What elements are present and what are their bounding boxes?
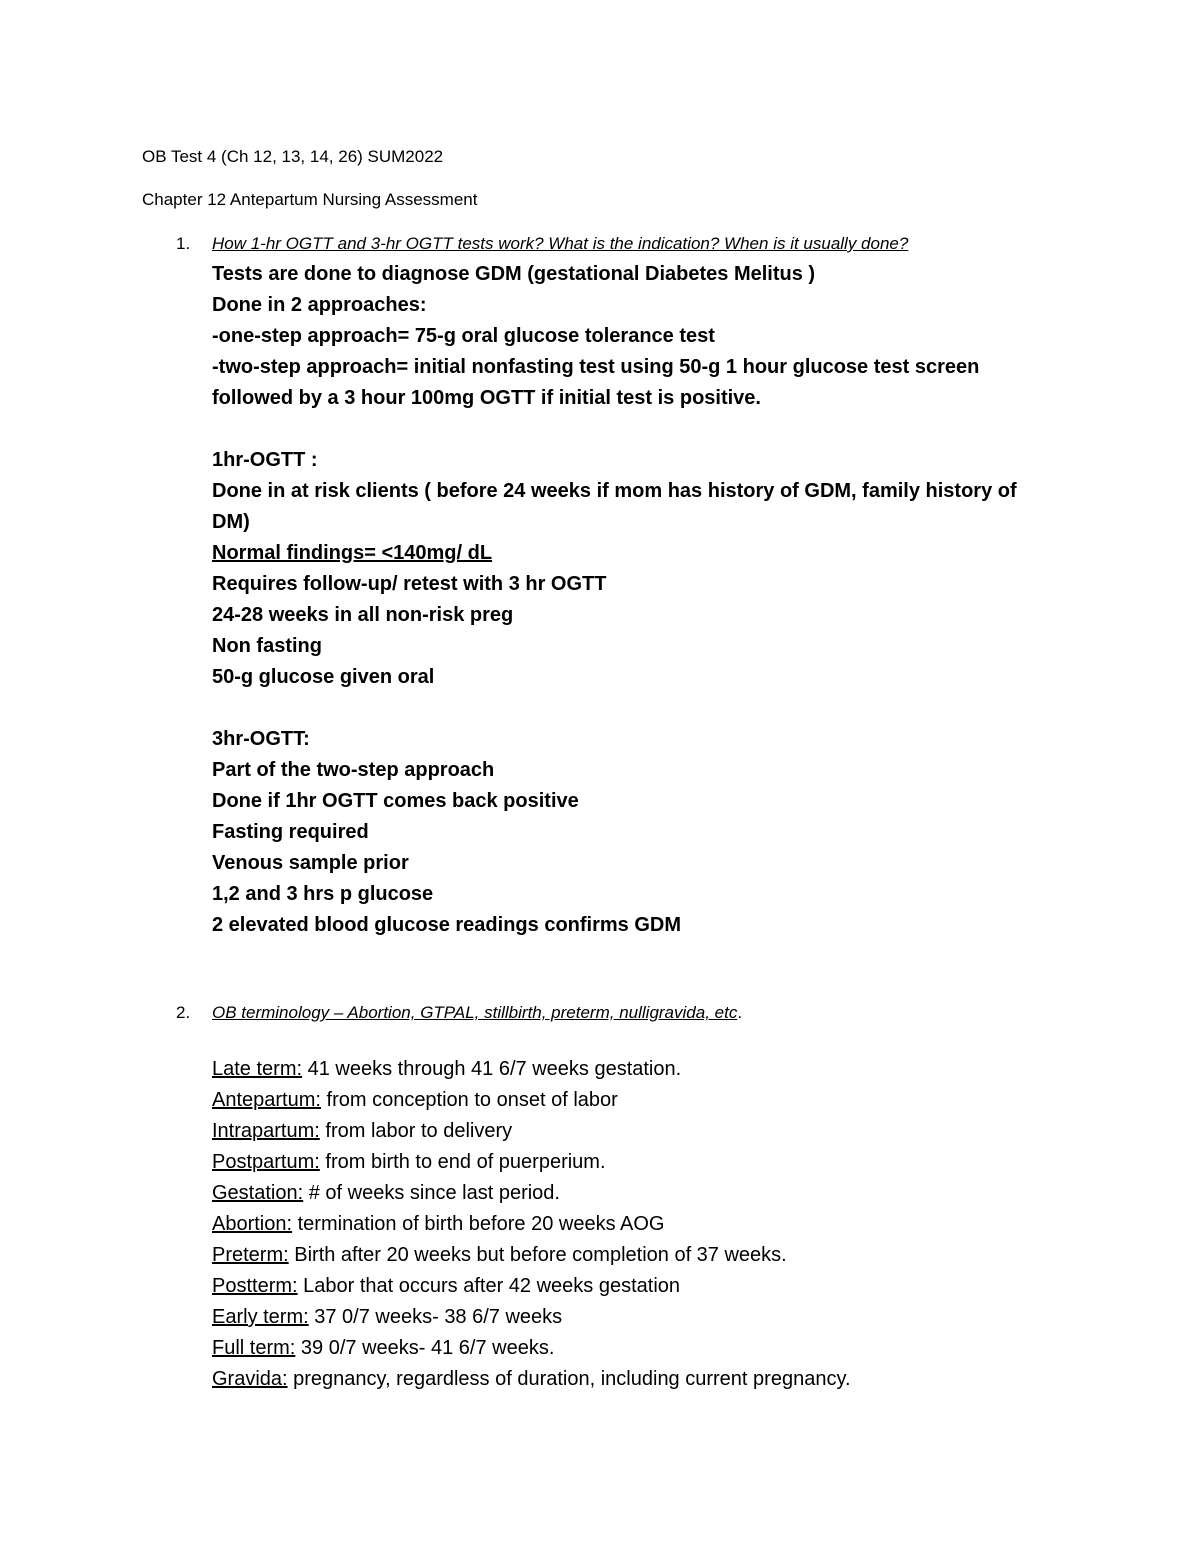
term-row bbox=[212, 1245, 787, 1265]
answer-line: Tests are done to diagnose GDM (gestational Diabetes Melitus ) bbox=[212, 263, 816, 285]
one-hr-ogtt-line: Done in at risk clients ( before 24 weeks if mom has history of GDM, family history of bbox=[212, 480, 1017, 502]
term-label: Late term: bbox=[212, 1058, 303, 1080]
term-row bbox=[212, 1214, 664, 1234]
term-row bbox=[212, 1307, 562, 1327]
chapter-heading: Chapter 12 Antepartum Nursing Assessment bbox=[142, 190, 478, 209]
answer-line: followed by a 3 hour 100mg OGTT if initial test is positive. bbox=[212, 387, 761, 409]
three-hr-ogtt-item: Part of the two-step approach bbox=[212, 759, 495, 781]
term-label: Full term: bbox=[212, 1337, 296, 1359]
term-definition: from labor to delivery bbox=[319, 1120, 513, 1142]
three-hr-ogtt-item: Done if 1hr OGTT comes back positive bbox=[212, 790, 579, 812]
term-label: Gestation: bbox=[212, 1182, 304, 1204]
term-row bbox=[212, 1152, 606, 1172]
one-hr-ogtt-item: 50-g glucose given oral bbox=[212, 666, 435, 688]
question-1-prompt: How 1-hr OGTT and 3-hr OGTT tests work? What is the indication? When is it usually done? bbox=[212, 234, 909, 253]
question-2-prompt-line bbox=[212, 1004, 742, 1021]
term-label: Gravida: bbox=[212, 1368, 288, 1390]
term-definition: from birth to end of puerperium. bbox=[319, 1151, 606, 1173]
one-hr-ogtt-item: 24-28 weeks in all non-risk preg bbox=[212, 604, 514, 626]
normal-findings: Normal findings= <140mg/ dL bbox=[212, 542, 493, 564]
term-row bbox=[212, 1276, 680, 1296]
term-label: Abortion: bbox=[212, 1213, 293, 1235]
answer-line: -two-step approach= initial nonfasting test using 50-g 1 hour glucose test screen bbox=[212, 356, 980, 378]
term-definition: 41 weeks through 41 6/7 weeks gestation. bbox=[302, 1058, 682, 1080]
term-label: Preterm: bbox=[212, 1244, 289, 1266]
three-hr-ogtt-item: 1,2 and 3 hrs p glucose bbox=[212, 883, 434, 905]
one-hr-ogtt-heading: 1hr-OGTT : bbox=[212, 449, 318, 471]
term-definition: 39 0/7 weeks- 41 6/7 weeks. bbox=[295, 1337, 555, 1359]
term-definition: 37 0/7 weeks- 38 6/7 weeks bbox=[308, 1306, 563, 1328]
document-title: OB Test 4 (Ch 12, 13, 14, 26) SUM2022 bbox=[142, 147, 444, 166]
three-hr-ogtt-item: Venous sample prior bbox=[212, 852, 409, 874]
term-definition: pregnancy, regardless of duration, including current pregnancy. bbox=[287, 1368, 851, 1390]
term-row bbox=[212, 1338, 554, 1358]
term-definition: # of weeks since last period. bbox=[303, 1182, 560, 1204]
term-row bbox=[212, 1183, 560, 1203]
term-definition: from conception to onset of labor bbox=[320, 1089, 618, 1111]
one-hr-ogtt-line: DM) bbox=[212, 511, 250, 533]
question-1-number: 1. bbox=[176, 234, 191, 253]
term-label: Intrapartum: bbox=[212, 1120, 320, 1142]
term-row bbox=[212, 1369, 851, 1389]
term-definition: Birth after 20 weeks but before completion of 37 weeks. bbox=[288, 1244, 787, 1266]
term-definition: Labor that occurs after 42 weeks gestation bbox=[297, 1275, 681, 1297]
term-row bbox=[212, 1059, 681, 1079]
three-hr-ogtt-item: 2 elevated blood glucose readings confirms GDM bbox=[212, 914, 681, 936]
question-2-prompt: OB terminology – Abortion, GTPAL, stillbirth, preterm, nulligravida, etc bbox=[212, 1003, 738, 1022]
question-2-prompt-end: . bbox=[737, 1003, 743, 1022]
three-hr-ogtt-item: Fasting required bbox=[212, 821, 369, 843]
question-2-number: 2. bbox=[176, 1003, 191, 1022]
term-label: Antepartum: bbox=[212, 1089, 321, 1111]
term-definition: termination of birth before 20 weeks AOG bbox=[292, 1213, 665, 1235]
three-hr-ogtt-heading: 3hr-OGTT: bbox=[212, 728, 310, 750]
one-hr-ogtt-item: Requires follow-up/ retest with 3 hr OGTT bbox=[212, 573, 607, 595]
term-label: Postpartum: bbox=[212, 1151, 320, 1173]
term-label: Postterm: bbox=[212, 1275, 298, 1297]
term-label: Early term: bbox=[212, 1306, 309, 1328]
answer-line: Done in 2 approaches: bbox=[212, 294, 427, 316]
one-hr-ogtt-item: Non fasting bbox=[212, 635, 322, 657]
answer-line: -one-step approach= 75-g oral glucose tolerance test bbox=[212, 325, 715, 347]
term-row bbox=[212, 1121, 512, 1141]
term-row bbox=[212, 1090, 618, 1110]
